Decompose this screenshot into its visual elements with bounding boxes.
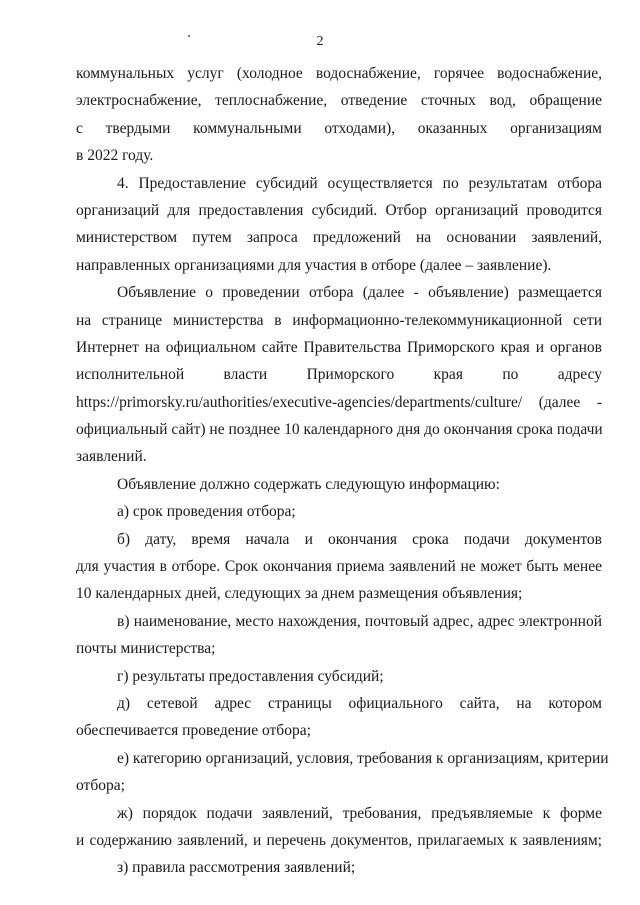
text-line: отбора;	[76, 777, 125, 795]
text-line: д) сетевой адрес страницы официального сайта, на котором	[117, 694, 602, 712]
text-line: 10 календарных дней, следующих за днем размещения объявления;	[76, 585, 523, 603]
page-number: 2	[316, 34, 324, 49]
text-line: министерством путем запроса предложений на основании заявлений,	[76, 229, 602, 247]
text-line: https://primorsky.ru/authorities/executive-agencies/departments/culture/ (далее -	[76, 393, 602, 411]
text-line: коммунальных услуг (холодное водоснабжение, горячее водоснабжение,	[76, 65, 602, 82]
text-line: исполнительной власти Приморского края по адресу	[76, 366, 602, 384]
text-line: г) результаты предоставления субсидий;	[117, 667, 384, 685]
text-line: электроснабжение, теплоснабжение, отведение сточных вод, обращение	[76, 92, 602, 110]
text-line: з) правила рассмотрения заявлений;	[117, 859, 356, 877]
text-line: Объявление о проведении отбора (далее - объявление) размещается	[117, 284, 602, 302]
text-line: 4. Предоставление субсидий осуществляется по результатам отбора	[117, 174, 602, 192]
text-line: с твердыми коммунальными отходами), оказанных организациям	[76, 119, 602, 137]
text-line: в) наименование, место нахождения, почтовый адрес, адрес электронной	[117, 612, 602, 630]
text-line: для участия в отборе. Срок окончания приема заявлений не может быть менее	[76, 558, 602, 576]
text-line: и содержанию заявлений, и перечень документов, прилагаемых к заявлениям;	[76, 831, 602, 849]
text-line: Объявление должно содержать следующую информацию:	[117, 475, 500, 493]
text-line: почты министерства;	[76, 640, 216, 658]
text-line: направленных организациями для участия в отборе (далее – заявление).	[76, 256, 552, 274]
text-line: обеспечивается проведение отбора;	[76, 722, 311, 740]
text-line: е) категорию организаций, условия, требования к организациям, критерии	[117, 749, 609, 767]
text-line: в 2022 году.	[76, 147, 154, 165]
text-line: а) срок проведения отбора;	[117, 503, 296, 521]
document-body	[76, 60, 609, 882]
text-line: заявлений.	[76, 448, 147, 466]
text-line: ж) порядок подачи заявлений, требования, предъявляемые к форме	[117, 804, 602, 822]
text-line: организаций для предоставления субсидий. Отбор организаций проводится	[76, 201, 602, 219]
text-line: б) дату, время начала и окончания срока подачи документов	[117, 530, 602, 548]
text-line: Интернет на официальном сайте Правительства Приморского края и органов	[76, 338, 602, 356]
text-line: официальный сайт) не позднее 10 календарного дня до окончания срока подачи	[76, 421, 603, 439]
text-line: на странице министерства в информационно-телекоммуникационной сети	[76, 311, 602, 329]
